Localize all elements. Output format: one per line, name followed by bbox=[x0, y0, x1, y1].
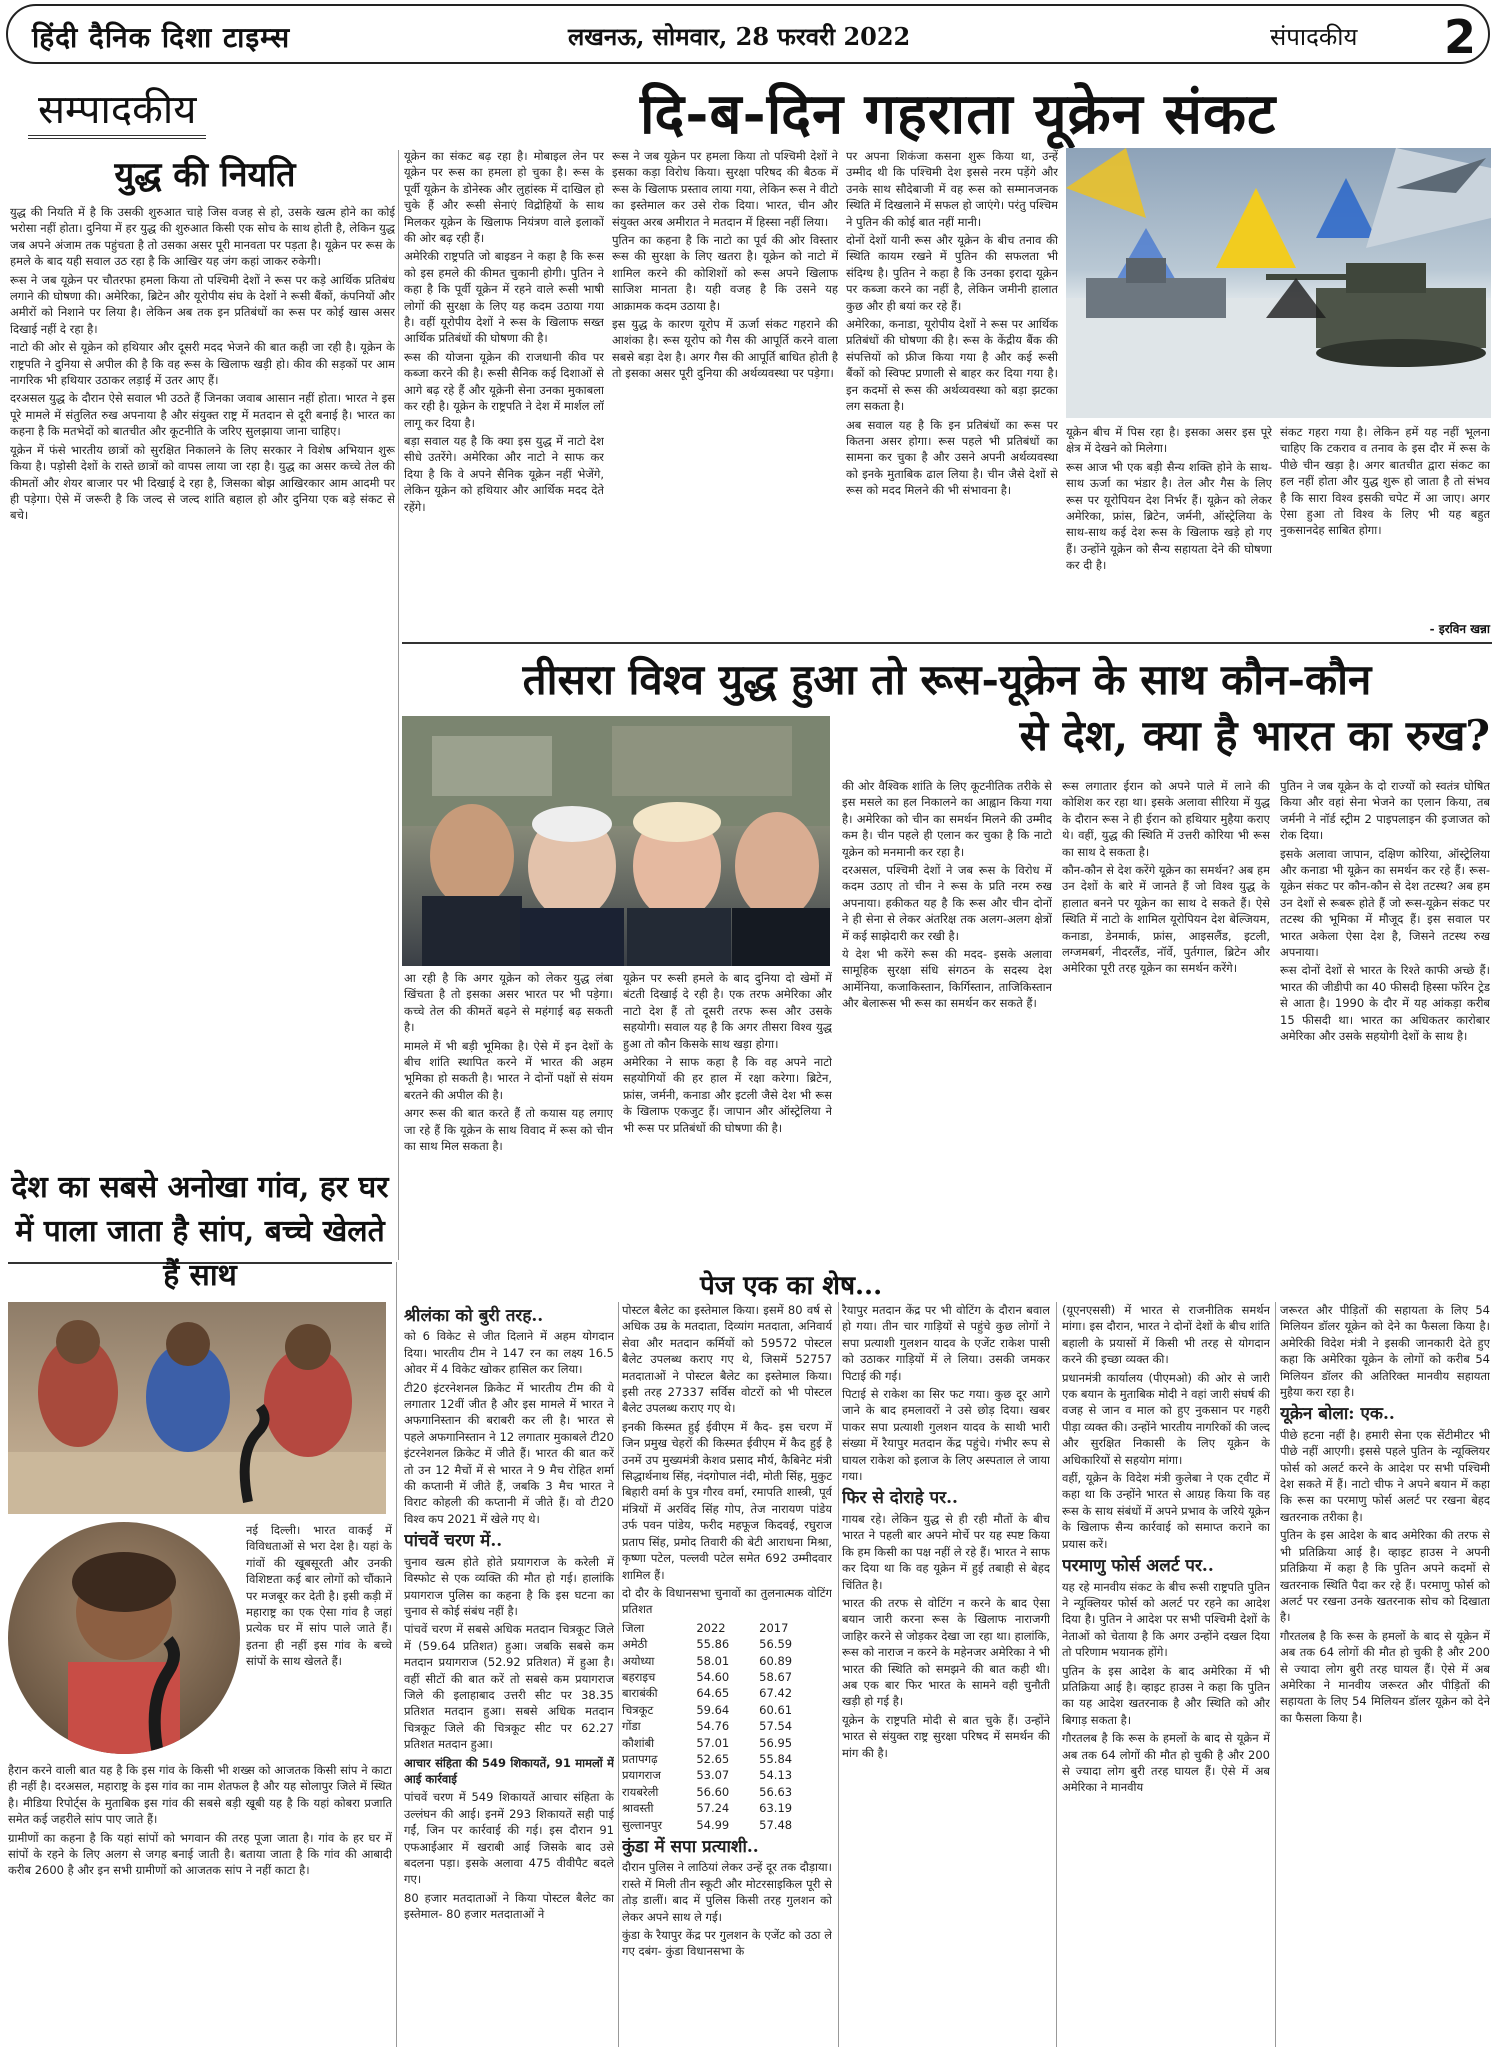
table-cell: 55.84 bbox=[759, 1751, 793, 1766]
paragraph: संकट गहरा गया है। लेकिन हमें यह नहीं भूलना चाहिए कि टकराव व तनाव के इस दौर में रूस के पीछे चीन खड़ा है। अगर बातचीत द्वारा संकट का हल नहीं होता और युद्ध शुरू हो जाता है तो संभव है कि सारा विश्व इसकी चपेट में आ जाए। अगर ऐसा हुआ तो विश्व के लिए भी यह बहुत नुकसानदेह साबित होगा। bbox=[1280, 425, 1490, 538]
paragraph: नाटो की ओर से यूक्रेन को हथियार और दूसरी मदद भेजने की बात कही जा रही है। यूक्रेन के राष्ट्रपति ने दुनिया से अपील की है कि वह रूस के खिलाफ खड़ी हो। कीव की सड़कों पर आम नागरिक भी हथियार उठाकर लड़ाई में उतर आए हैं। bbox=[10, 340, 395, 388]
table-cell: 59.64 bbox=[696, 1702, 730, 1717]
main-headline: दि-ब-दिन गहराता यूक्रेन संकट bbox=[640, 81, 1277, 147]
table-cell: 52.65 bbox=[696, 1751, 730, 1766]
editorial-body bbox=[10, 204, 395, 1254]
section-name: संपादकीय bbox=[1270, 23, 1358, 51]
table-row bbox=[622, 1669, 822, 1685]
table-cell: 56.60 bbox=[696, 1784, 730, 1799]
issue-date: लखनऊ, सोमवार, 28 फरवरी 2022 bbox=[568, 22, 911, 51]
ukraine-article-col-1 bbox=[404, 148, 604, 638]
paragraph: अमेरिका, कनाडा, यूरोपीय देशों ने रूस पर आर्थिक प्रतिबंधों की घोषणा की है। रूस के केंद्रीय बैंक की संपत्तियों को फ्रीज किया गया है और कई रूसी बैंकों को स्विफ्ट प्रणाली से बाहर कर दिया गया है। इन कदमों से रूस की अर्थव्यवस्था को बड़ा झटका लग सकता है। bbox=[846, 317, 1058, 414]
ukraine-article-col-5 bbox=[1280, 424, 1490, 618]
paragraph: जरूरत और पीड़ितों की सहायता के लिए 54 मिलियन डॉलर यूक्रेन को देने का फैसला किया है। अमेरिकी विदेश मंत्री ने इसकी जानकारी देते हुए कहा कि अमेरिका यूक्रेन के लोगों को करीब 54 मिलियन डॉलर की अतिरिक्त मानवीय सहायता मुहैया करा रहा है। bbox=[1280, 1303, 1490, 1400]
paragraph: यूक्रेन का संकट बढ़ रहा है। मोबाइल लेन पर यूक्रेन पर रूस का हमला हो चुका है। रूस के पूर्वी यूक्रेन के डोनेस्क और लुहांस्क में दाखिल हो चुके हैं और रूसी सेनाएं विद्रोहियों के साथ मिलकर यूक्रेन के खिलाफ नियंत्रण वाले इलाकों की ओर बढ़ रही हैं। bbox=[404, 149, 604, 246]
kunda-headline: कुंडा में सपा प्रत्याशी.. bbox=[622, 1837, 759, 1857]
table-cell: बहराइच bbox=[622, 1669, 656, 1684]
table-header-row bbox=[622, 1620, 822, 1636]
editorial-label: सम्पादकीय bbox=[28, 80, 206, 139]
newspaper-name: हिंदी दैनिक दिशा टाइम्स bbox=[32, 21, 291, 54]
table-row bbox=[622, 1800, 822, 1816]
table-row bbox=[622, 1735, 822, 1751]
table-row bbox=[622, 1636, 822, 1652]
table-cell: 67.42 bbox=[759, 1686, 793, 1701]
paragraph: अमेरिका ने साफ कहा है कि वह अपने नाटो सहयोगियों की हर हाल में रक्षा करेगा। ब्रिटेन, फ्रांस, जर्मनी, कनाडा और इटली जैसे देश भी रूस के खिलाफ एकजुट हैं। जापान और ऑस्ट्रेलिया ने भी रूस पर प्रतिबंधों की घोषणा की है। bbox=[623, 1055, 832, 1135]
column-divider bbox=[618, 1302, 619, 2047]
un-column bbox=[1062, 1302, 1270, 2047]
paragraph: प्रधानमंत्री कार्यालय (पीएमओ) की ओर से जारी एक बयान के मुताबिक मोदी ने वहां जारी संघर्ष की वजह से जान व माल को हुए नुकसान पर गहरी पीड़ा व्यक्त की। उन्होंने भारतीय नागरिकों की जल्द और सुरक्षित निकासी के लिए यूक्रेन के अधिकारियों से सहयोग मांगा। bbox=[1062, 1370, 1270, 1467]
paragraph: पुतिन के इस आदेश के बाद अमेरिका में भी प्रतिक्रिया आई है। व्हाइट हाउस ने कहा कि पुतिन का यह आदेश खतरनाक है और स्थिति को और बिगाड़ सकता है। bbox=[1062, 1663, 1270, 1727]
ukraine-said-column bbox=[1280, 1302, 1490, 2047]
table-cell: श्रावस्ती bbox=[622, 1801, 654, 1816]
paragraph: भारत की तरफ से वोटिंग न करने के बाद ऐसा बयान जारी करना रूस के खिलाफ नाराजगी जाहिर करने से जोड़कर देखा जा रहा था। हालांकि, रूस को नाराज न करने के महेनजर अमेरिका ने भी भारत की स्थिति को समझने की बात कही थी। अब एक बार फिर भारत के सामने वही चुनौती खड़ी हो गई है। bbox=[842, 1595, 1050, 1709]
ukraine-article-col-3 bbox=[846, 148, 1058, 638]
paragraph: रूस की योजना यूक्रेन की राजधानी कीव पर कब्जा करने की है। रूसी सैनिक कई दिशाओं से आगे बढ़ रहे हैं और यूक्रेनी सेना उनका मुकाबला कर रही है। यूक्रेन के राष्ट्रपति ने देश में मार्शल लॉ लागू कर दिया है। bbox=[404, 349, 604, 430]
paragraph: रूस आज भी एक बड़ी सैन्य शक्ति होने के साथ-साथ ऊर्जा का भंडार है। तेल और गैस के लिए रूस पर यूरोपियन देश निर्भर हैं। यूक्रेन को लेकर अमेरिका, फ्रांस, ब्रिटेन, जर्मनी, ऑस्ट्रेलिया के साथ-साथ कई देश रूस के खिलाफ खड़े हो गए हैं। उन्होंने यूक्रेन को सैन्य सहायता देने की घोषणा कर दी है। bbox=[1066, 459, 1272, 573]
table-cell: कौशांबी bbox=[622, 1735, 655, 1750]
paragraph: रूस लगातार ईरान को अपने पाले में लाने की कोशिश कर रहा था। इसके अलावा सीरिया में युद्ध के दौरान रूस ने ही ईरान को हथियार मुहैया कराए थे। वहीं, युद्ध की स्थिति में उत्तरी कोरिया भी रूस का साथ दे सकता है। bbox=[1062, 779, 1270, 859]
paragraph: पर अपना शिकंजा कसना शुरू किया था, उन्हें उम्मीद थी कि पश्चिमी देश इससे नरम पड़ेंगे और उनके साथ सौदेबाजी में वह रूस को सम्मानजनक स्थिति में दिखलाने में सफल हो जाएंगे। परंतु पश्चिम ने पुतिन की कोई बात नहीं मानी। bbox=[846, 149, 1058, 229]
ukraine-war-photo bbox=[1066, 148, 1491, 418]
paragraph: ग्रामीणों का कहना है कि यहां सांपों को भगवान की तरह पूजा जाता है। गांव के हर घर में सांपों के रहने के लिए अलग से जगह बनाई जाती है। बताया जाता है कि गांव की आबादी करीब 2600 है और इन सभी ग्रामीणों को आजतक सांप ने नहीं काटा है। bbox=[8, 1830, 392, 1878]
fifth-phase-headline: पांचवें चरण में.. bbox=[404, 1531, 503, 1552]
paragraph: हैरान करने वाली बात यह है कि इस गांव के किसी भी शख्स को आजतक किसी सांप ने काटा ही नहीं है। दरअसल, महाराष्ट्र के इस गांव का नाम शेतफल है और यह सोलापुर जिले में स्थित है। मीडिया रिपोर्ट्स के मुताबिक इस गांव की सबसे बड़ी खूबी यह है कि यहां कोबरा प्रजाति समेत कई जहरीले सांप पाए जाते हैं। bbox=[8, 1763, 392, 1827]
voting-comparison-table bbox=[622, 1620, 822, 1833]
paragraph: दरअसल युद्ध के दौरान ऐसे सवाल भी उठते हैं जिनका जवाब आसान नहीं होता। भारत ने इस पूरे मामले में संतुलित रुख अपनाया है और संयुक्त राष्ट्र में मतदान से दूरी बनाई है। भारत का कहना है कि मतभेदों को बातचीत और कूटनीति के जरिए सुलझाया जाना चाहिए। bbox=[10, 391, 395, 439]
raiyapur-column bbox=[842, 1302, 1050, 2047]
paragraph: इसके अलावा जापान, दक्षिण कोरिया, ऑस्ट्रेलिया और कनाडा भी यूक्रेन का समर्थन कर रहे हैं। रूस-यूक्रेन संकट पर कौन-कौन से देश तटस्थ? अब हम उन देशों से रूबरू होते हैं जो रूस-यूक्रेन संकट पर तटस्थ की भूमिका में मौजूद हैं। इस सवाल पर भारत अकेला ऐसा देश है, जिसने तटस्थ रुख अपनाया। bbox=[1280, 846, 1490, 960]
snake-village-title: देश का सबसे अनोखा गांव, हर घर में पाला जाता है सांप, बच्चे खेलते हैं साथ bbox=[11, 1170, 389, 1293]
paragraph: आ रही है कि अगर यूक्रेन को लेकर युद्ध लंबा खिंचता है तो इसका असर भारत पर भी पड़ेगा। कच्चे तेल की कीमतें बढ़ने से महंगाई बढ़ सकती है। bbox=[404, 971, 613, 1035]
paragraph: पांचवें चरण में 549 शिकायतें आचार संहिता के उल्लंघन की आई। इनमें 293 शिकायतें सही पाई गईं, जिन पर कार्रवाई की गई। इस दौरान 91 एफआईआर में खराबी आई जिसके बाद उसे बदलना पड़ा। इसके अलावा 475 वीवीपैट बदले गए। bbox=[404, 1790, 614, 1887]
ukraine-article-col-4 bbox=[1066, 424, 1272, 638]
crossroads-headline: फिर से दोराहे पर.. bbox=[842, 1488, 958, 1509]
paragraph: रूस दोनों देशों से भारत के रिश्ते काफी अच्छे हैं। भारत की जीडीपी का 40 फीसदी हिस्सा फॉरेन ट्रेड से आता है। 1990 के दौर में यह आंकड़ा करीब 15 फीसदी था। भारत का अधिकतर कारोबार अमेरिका और उसके सहयोगी देशों के साथ है। bbox=[1280, 963, 1490, 1044]
paragraph: यूक्रेन में फंसे भारतीय छात्रों को सुरक्षित निकालने के लिए सरकार ने विशेष अभियान शुरू किया है। पड़ोसी देशों के रास्ते छात्रों को वापस लाया जा रहा है। युद्ध का असर कच्चे तेल की कीमतों और शेयर बाजार पर भी दिखाई दे रहा है, जिसका बोझ आखिरकार आम आदमी पर ही पड़ेगा। ऐसे में जरूरी है कि जल्द से जल्द शांति बहाल हो और दुनिया एक बड़े संकट से बचे। bbox=[10, 442, 395, 523]
ww3-article-col-right1 bbox=[1062, 778, 1270, 1258]
table-cell: 57.24 bbox=[696, 1801, 730, 1816]
paragraph: दौरान पुलिस ने लाठियां लेकर उन्हें दूर तक दौड़ाया। रास्ते में मिली तीन स्कूटी और मोटरसाइकिल पूरी से तोड़ डालीं। बाद में पुलिस किसी तरह गुलशन को लेकर अपने साथ ले गई। bbox=[622, 1860, 832, 1924]
paragraph: पीछे हटना नहीं है। हमारी सेना एक सेंटीमीटर भी पीछे नहीं आएगी। इससे पहले पुतिन के न्यूक्लियर फोर्स को अलर्ट करने के आदेश पर सभी पश्चिमी देश सकते में हैं। नाटो चीफ ने अपने बयान में कहा कि रूस का परमाणु फोर्स अलर्ट पर रखना बेहद खतरनाक तरीका है। bbox=[1280, 1427, 1490, 1524]
table-row bbox=[622, 1685, 822, 1701]
paragraph: बड़ा सवाल यह है कि क्या इस युद्ध में नाटो देश सीधे उतरेंगे। अमेरिका और नाटो ने साफ कर दिया है कि वे अपने सैनिक यूक्रेन नहीं भेजेंगे, लेकिन यूक्रेन को हथियार और आर्थिक मदद देते रहेंगे। bbox=[404, 433, 604, 514]
paragraph: यूक्रेन बीच में पिस रहा है। इसका असर इस पूरे क्षेत्र में देखने को मिलेगा। bbox=[1066, 425, 1272, 456]
paragraph: पोस्टल बैलेट का इस्तेमाल किया। इसमें 80 वर्ष से अधिक उम्र के मतदाता, दिव्यांग मतदाता, अनिवार्य सेवा और मतदान कर्मियों को 59572 पोस्टल बैलेट उपलब्ध कराए गए थे, जिसमें 52757 मतदाताओं ने पोस्टल बैलेट का इस्तेमाल किया। इसी तरह 27337 सर्विस वोटरों को भी पोस्टल बैलेट उपलब्ध कराए गए थे। bbox=[622, 1303, 832, 1416]
paragraph: यूक्रेन के राष्ट्रपति मोदी से बात चुके हैं। उन्होंने भारत से संयुक्त राष्ट्र सुरक्षा परिषद में समर्थन की मांग की है। bbox=[842, 1712, 1050, 1760]
paragraph: रूस ने जब यूक्रेन पर हमला किया तो पश्चिमी देशों ने इसका कड़ा विरोध किया। सुरक्षा परिषद की बैठक में रूस के खिलाफ प्रस्ताव लाया गया, लेकिन रूस ने वीटो का इस्तेमाल कर उसे रोक दिया। भारत, चीन और संयुक्त अरब अमीरात ने मतदान में हिस्सा नहीं लिया। bbox=[612, 149, 838, 229]
table-cell: 56.59 bbox=[759, 1637, 793, 1652]
ww3-article-bottom bbox=[404, 970, 832, 1260]
paragraph: दो दौर के विधानसभा चुनावों का तुलनात्मक वोटिंग प्रतिशत bbox=[622, 1585, 832, 1617]
table-row bbox=[622, 1653, 822, 1669]
table-cell: 54.76 bbox=[696, 1719, 730, 1734]
ukraine-article-col-2 bbox=[612, 148, 838, 638]
paragraph: यूक्रेन पर रूसी हमले के बाद दुनिया दो खेमों में बंटती दिखाई दे रही है। एक तरफ अमेरिका और नाटो देश हैं तो दूसरी तरफ रूस और उसके सहयोगी। सवाल यह है कि अगर तीसरा विश्व युद्ध हुआ तो कौन किसके साथ खड़ा होगा। bbox=[623, 971, 832, 1051]
ww3-article-col-mid bbox=[842, 778, 1052, 1258]
column-divider bbox=[838, 1302, 839, 2047]
girl-with-snake-photo bbox=[8, 1522, 240, 1754]
paragraph: चुनाव खत्म होते होते प्रयागराज के करेली में विस्फोट से एक व्यक्ति की मौत हो गई। हालांकि प्रयागराज पुलिस का कहना है कि इस घटना का चुनाव से कोई संबंध नहीं है। bbox=[404, 1554, 614, 1618]
table-header: 2022 bbox=[696, 1620, 726, 1635]
paragraph: ये देश भी करेंगे रूस की मदद- इसके अलावा सामूहिक सुरक्षा संधि संगठन के सदस्य देश आर्मेनिया, कजाकिस्तान, किर्गिस्तान, ताजिकिस्तान और बेलारूस भी रूस का समर्थन कर सकते हैं। bbox=[842, 947, 1052, 1011]
paragraph: गायब रहे। लेकिन युद्ध से ही रही मौतों के बीच भारत ने पहली बार अपने मोर्चे पर यह स्पष्ट किया कि हम किसी का पक्ष नहीं ले रहे हैं। भारत ने साफ कर दिया था कि वह यूक्रेन में हुई तबाही से बेहद चिंतित है। bbox=[842, 1511, 1050, 1592]
paragraph: गौरतलब है कि रूस के हमलों के बाद से यूक्रेन में अब तक 64 लोगों की मौत हो चुकी है और 200 से ज्यादा लोग बुरी तरह घायल हैं। ऐसे में अब अमेरिका ने मानवीय जरूरत और पीड़ितों की सहायता के लिए 54 मिलियन डॉलर यूक्रेन को देने का फैसला किया है। bbox=[1280, 1628, 1490, 1725]
table-cell: 57.48 bbox=[759, 1817, 793, 1832]
table-cell: सुल्तानपुर bbox=[622, 1817, 663, 1832]
table-cell: गोंडा bbox=[622, 1719, 641, 1734]
paragraph: मामले में भी बड़ी भूमिका है। ऐसे में इन देशों के बीच शांति स्थापित करने में भारत की अहम भूमिका हो सकती है। भारत ने दोनों पक्षों से संयम बरतने की अपील की है। bbox=[404, 1038, 613, 1102]
paragraph: की ओर वैश्विक शांति के लिए कूटनीतिक तरीके से इस मसले का हल निकालने का आह्वान किया गया है। अमेरिका को चीन का समर्थन मिलने की उम्मीद कम है। चीन पहले ही एलान कर चुका है कि नाटो यूक्रेन को मनमानी कर रहा है। bbox=[842, 779, 1052, 859]
table-cell: 55.86 bbox=[696, 1637, 730, 1652]
table-cell: 54.60 bbox=[696, 1669, 730, 1684]
paragraph: अगर रूस की बात करते हैं तो कयास यह लगाए जा रहे हैं कि यूक्रेन के साथ विवाद में रूस को चीन का साथ मिल सकता है। bbox=[404, 1106, 613, 1154]
table-cell: 60.89 bbox=[759, 1653, 793, 1668]
children-with-snake-photo bbox=[8, 1302, 386, 1514]
world-leaders-photo bbox=[402, 716, 830, 966]
table-cell: प्रतापगढ़ bbox=[622, 1751, 658, 1766]
table-header: 2017 bbox=[759, 1620, 789, 1635]
table-cell: अयोध्या bbox=[622, 1653, 655, 1668]
paragraph: युद्ध की नियति में है कि उसकी शुरुआत चाहे जिस वजह से हो, उसके खत्म होने का कोई भरोसा नहीं होता। दुनिया में हर युद्ध की शुरुआत किसी एक सोच के साथ होती है, लेकिन युद्ध जब अपने अंजाम तक पहुंचता है तो उसका असर पूरी मानवता पर पड़ता है। यूक्रेन पर रूस के हमले के बाद यही सवाल उठ रहा है कि आखिर यह जंग कहां जाकर रुकेगी। bbox=[10, 205, 395, 269]
paragraph: अब सवाल यह है कि इन प्रतिबंधों का रूस पर कितना असर होगा। रूस पहले भी प्रतिबंधों का सामना कर चुका है और उसने अपनी अर्थव्यवस्था को इनके मुताबिक ढाल लिया है। चीन जैसे देशों से रूस को मदद मिलने की भी संभावना है। bbox=[846, 417, 1058, 498]
table-cell: 58.67 bbox=[759, 1669, 793, 1684]
ww3-headline-line2: से देश, क्या है भारत का रुख? bbox=[1019, 711, 1490, 760]
table-cell: 60.61 bbox=[759, 1702, 793, 1717]
paragraph: कौन-कौन से देश करेंगे यूक्रेन का समर्थन? अब हम उन देशों के बारे में जानते हैं जो विश्व युद्ध के हालात बनने पर यूक्रेन का साथ दे सकते हैं। ऐसे स्थिति में नाटो के शामिल यूरोपियन देश बेल्जियम, कनाडा, डेनमार्क, फ्रांस, आइसलैंड, इटली, लग्जमबर्ग, नीदरलैंड, नॉर्वे, पुर्तगाल, ब्रिटेन और अमेरिका पूरी तरह यूक्रेन का समर्थन करेंगे। bbox=[1062, 863, 1270, 976]
table-cell: बाराबंकी bbox=[622, 1686, 658, 1701]
paragraph: 80 हजार मतदाताओं ने किया पोस्टल बैलेट का इस्तेमाल- 80 हजार मतदाताओं ने bbox=[404, 1890, 614, 1922]
paragraph: गौरतलब है कि रूस के हमलों के बाद से यूक्रेन में अब तक 64 लोगों की मौत हो चुकी है और 200 से ज्यादा लोग बुरी तरह घायल हैं। ऐसे में अब अमेरिका ने मानवीय bbox=[1062, 1731, 1270, 1795]
nuclear-alert-headline: परमाणु फोर्स अलर्ट पर.. bbox=[1062, 1556, 1214, 1577]
ww3-headline-line1: तीसरा विश्व युद्ध हुआ तो रूस-यूक्रेन के साथ कौन-कौन bbox=[522, 655, 1372, 704]
table-cell: 56.95 bbox=[759, 1735, 793, 1750]
table-row bbox=[622, 1817, 822, 1833]
column-divider bbox=[1056, 1302, 1057, 2047]
postal-column bbox=[622, 1302, 832, 2047]
paragraph: इस युद्ध के कारण यूरोप में ऊर्जा संकट गहराने की आशंका है। रूस यूरोप को गैस की आपूर्ति करने वाला सबसे बड़ा देश है। अगर गैस की आपूर्ति बाधित होती है तो इसका असर पूरी दुनिया की अर्थव्यवस्था पर पड़ेगा। bbox=[612, 317, 838, 381]
ww3-article-col-right2 bbox=[1280, 778, 1490, 1258]
paragraph: पुतिन के इस आदेश के बाद अमेरिका की तरफ से भी प्रतिक्रिया आई है। व्हाइट हाउस ने अपनी प्रतिक्रिया में कहा है कि पुतिन अपने कदमों से खतरनाक स्थिति पैदा कर रहे हैं। परमाणु फोर्स को अलर्ट पर रखना उनके खतरनाक सोच को दिखाता है। bbox=[1280, 1528, 1490, 1625]
table-cell: 56.63 bbox=[759, 1784, 793, 1799]
page-number: 2 bbox=[1444, 10, 1477, 64]
paragraph: वहीं, यूक्रेन के विदेश मंत्री कुलेबा ने एक ट्वीट में कहा था कि उन्होंने भारत से आग्रह किया कि वह रूस के साथ संबंधों में अपने प्रभाव के जरिये यूक्रेन के खिलाफ सैन्य कार्रवाई को समाप्त कराने का प्रयास करें। bbox=[1062, 1471, 1270, 1551]
paragraph: नई दिल्ली। भारत वाकई में विविधताओं से भरा देश है। यहां के गांवों की खूबसूरती और उनकी विशिष्टता कई बार लोगों को चौंकाने पर मजबूर कर देती है। इसी कड़ी में महाराष्ट्र का एक ऐसा गांव है जहां प्रत्येक घर में सांप पाले जाते हैं। इतना ही नहीं इस गांव के बच्चे सांपों के साथ खेलते हैं। bbox=[246, 1523, 392, 1669]
table-cell: 54.13 bbox=[759, 1768, 793, 1783]
table-cell: 53.07 bbox=[696, 1768, 730, 1783]
table-cell: 58.01 bbox=[696, 1653, 730, 1668]
continued-label: पेज एक का शेष... bbox=[700, 1271, 883, 1301]
table-row bbox=[622, 1702, 822, 1718]
snake-article-body bbox=[8, 1762, 392, 2047]
byline: - इरविन खन्ना bbox=[1429, 622, 1490, 636]
table-cell: 57.54 bbox=[759, 1719, 793, 1734]
table-cell: 54.99 bbox=[696, 1817, 730, 1832]
paragraph: दरअसल, पश्चिमी देशों ने जब रूस के विरोध में कदम उठाए तो चीन ने रूस के प्रति नरम रुख अपनाया। हकीकत यह है कि रूस और चीन दोनों ने ही सेना से लेकर अंतरिक्ष तक अलग-अलग क्षेत्रों में कई साझेदारी कर रखी है। bbox=[842, 863, 1052, 943]
paragraph: इनकी किस्मत हुई ईवीएम में कैद- इस चरण में जिन प्रमुख चेहरों की किस्मत ईवीएम में कैद हुई है उनमें उप मुख्यमंत्री केशव प्रसाद मौर्य, कैबिनेट मंत्री सिद्धार्थनाथ सिंह, नंदगोपाल नंदी, मोती सिंह, मुकुट बिहारी वर्मा के पुत्र गौरव वर्मा, रमापति शास्त्री, पूर्व मंत्रियों में अरविंद सिंह गोप, तेज नारायण पांडेय उर्फ पवन पांडेय, फरीद महफूज किदवई, रघुराज प्रताप सिंह, प्रमोद तिवारी की बेटी आराधना मिश्रा, कृष्णा पटेल, पल्लवी पटेल समेत 692 उम्मीदवार शामिल हैं। bbox=[622, 1419, 832, 1582]
paragraph: पुतिन ने जब यूक्रेन के दो राज्यों को स्वतंत्र घोषित किया और वहां सेना भेजने का एलान किया, तब जर्मनी ने नॉर्ड स्ट्रीम 2 पाइपलाइन की इजाजत को रोक दिया। bbox=[1280, 779, 1490, 843]
paragraph: पांचवें चरण में सबसे अधिक मतदान चित्रकूट जिले में (59.64 प्रतिशत) हुआ। जबकि सबसे कम मतदान प्रयागराज (52.92 प्रतिशत) में हुआ है। वहीं सीटों की बात करें तो सबसे कम प्रयागराज जिले की इलाहाबाद उत्तरी सीट पर 38.35 प्रतिशत मतदान हुआ। सबसे अधिक मतदान चित्रकूट जिले की चित्रकूट सीट पर 62.27 प्रतिशत मतदान हुआ। bbox=[404, 1622, 614, 1752]
section-rule bbox=[402, 642, 1492, 644]
paragraph: दोनों देशों यानी रूस और यूक्रेन के बीच तनाव की स्थिति कायम रखने में पुतिन की सफलता भी संदिग्ध है। पुतिन ने कहा है कि उनका इरादा यूक्रेन पर कब्जा करने का नहीं है, लेकिन जमीनी हालात कुछ और ही बयां कर रहे हैं। bbox=[846, 233, 1058, 313]
table-header: जिला bbox=[622, 1620, 645, 1635]
table-cell: 64.65 bbox=[696, 1686, 730, 1701]
table-row bbox=[622, 1767, 822, 1783]
column-divider bbox=[398, 150, 399, 1260]
war-illustration bbox=[1066, 148, 1491, 418]
snake-article-intro bbox=[246, 1522, 392, 1760]
srilanka-column bbox=[404, 1302, 614, 2047]
paragraph: पिटाई से राकेश का सिर फट गया। कुछ दूर आगे जाने के बाद हमलावरों ने उसे छोड़ दिया। खबर पाकर सपा प्रत्याशी गुलशन यादव के साथी भारी संख्या में रैयापुर मतदान केंद्र पहुंचे। गंभीर रूप से घायल राकेश को इलाज के लिए अस्पताल ले जाया गया। bbox=[842, 1387, 1050, 1484]
paragraph: पुतिन का कहना है कि नाटो का पूर्व की ओर विस्तार रूस की सुरक्षा के लिए खतरा है। यूक्रेन को नाटो में शामिल करने की कोशिशों को रूस अपने खिलाफ साजिश मानता है। यही वजह है कि उसने यह आक्रामक कदम उठाया है। bbox=[612, 233, 838, 313]
table-row bbox=[622, 1751, 822, 1767]
paragraph: रैयापुर मतदान केंद्र पर भी वोटिंग के दौरान बवाल हो गया। तीन चार गाड़ियों से पहुंचे कुछ लोगों ने सपा प्रत्याशी गुलशन यादव के एजेंट राकेश पासी को उठाकर गाड़ियों में ले लिया। उसकी जमकर पिटाई की गई। bbox=[842, 1303, 1050, 1383]
paragraph: (यूएनएससी) में भारत से राजनीतिक समर्थन मांगा। इस दौरान, भारत ने दोनों देशों के बीच शांति बहाली के प्रयासों में किसी भी तरह से योगदान करने की इच्छा व्यक्त की। bbox=[1062, 1303, 1270, 1367]
table-cell: अमेठी bbox=[622, 1637, 648, 1652]
table-cell: प्रयागराज bbox=[622, 1768, 661, 1783]
table-cell: रायबरेली bbox=[622, 1784, 659, 1799]
masthead bbox=[6, 4, 1490, 64]
paragraph: अमेरिकी राष्ट्रपति जो बाइडन ने कहा है कि रूस को इस हमले की कीमत चुकानी होगी। पुतिन ने कहा है कि पूर्वी यूक्रेन में रहने वाले रूसी भाषी लोगों की सुरक्षा के लिए यह कदम उठाया गया है। वहीं यूरोपीय देशों ने रूस के खिलाफ सख्त आर्थिक प्रतिबंधों की घोषणा की है। bbox=[404, 249, 604, 346]
srilanka-headline: श्रीलंका को बुरी तरह.. bbox=[404, 1306, 544, 1326]
paragraph: को 6 विकेट से जीत दिलाने में अहम योगदान दिया। भारतीय टीम ने 147 रन का लक्ष्य 16.5 ओवर में 4 विकेट खोकर हासिल कर लिया। bbox=[404, 1329, 614, 1377]
paragraph: यह रहे मानवीय संकट के बीच रूसी राष्ट्रपति पुतिन ने न्यूक्लियर फोर्स को अलर्ट पर रहने का आदेश दिया है। पुतिन ने आदेश पर सभी पश्चिमी देशों के नेताओं को चेताया है कि अगर उन्होंने दखल दिया तो परिणाम भयानक होंगे। bbox=[1062, 1579, 1270, 1660]
paragraph: रूस ने जब यूक्रेन पर चौतरफा हमला किया तो पश्चिमी देशों ने रूस पर कड़े आर्थिक प्रतिबंध लगाने की घोषणा की। अमेरिका, ब्रिटेन और यूरोपीय संघ के देशों ने रूसी बैंकों, कंपनियों और अमीरों को निशाने पर लिया है। लेकिन अब तक इन प्रतिबंधों का रूस पर कोई खास असर दिखाई नहीं दे रहा है। bbox=[10, 272, 395, 336]
leaders-illustration bbox=[402, 716, 830, 966]
editorial-title: युद्ध की नियति bbox=[114, 155, 296, 195]
girl-illustration bbox=[8, 1522, 240, 1754]
table-row bbox=[622, 1784, 822, 1800]
paragraph: टी20 इंटरनेशनल क्रिकेट में भारतीय टीम की ये लगातार 12वीं जीत है और इस मामले में भारत ने अफगानिस्तान की बराबरी कर ली है। भारत से पहले अफगानिस्तान ने 12 लगातार मुकाबले टी20 इंटरनेशनल क्रिकेट में जीते हैं। भारत की बात करें तो उन 12 मैचों में से भारत ने 9 मैच रोहित शर्मा की कप्तानी में जीते हैं, जबकि 3 मैच भारत ने विराट कोहली की कप्तानी में जीते हैं। वो टी20 विश्व कप 2021 में खेले गए थे। bbox=[404, 1380, 614, 1526]
table-cell: 57.01 bbox=[696, 1735, 730, 1750]
table-row bbox=[622, 1718, 822, 1734]
paragraph: कुंडा के रैयापुर केंद्र पर गुलशन के एजेंट को उठा ले गए दबंग- कुंडा विधानसभा के bbox=[622, 1928, 832, 1959]
column-divider bbox=[396, 1262, 397, 2047]
ukraine-said-headline: यूक्रेन बोला: एक.. bbox=[1280, 1404, 1395, 1425]
table-cell: 63.19 bbox=[759, 1801, 793, 1816]
snake-illustration bbox=[8, 1302, 386, 1514]
column-divider bbox=[1275, 1302, 1276, 2047]
table-cell: चित्रकूट bbox=[622, 1702, 654, 1717]
paragraph: आचार संहिता की 549 शिकायतें, 91 मामलों में आई कार्रवाई bbox=[404, 1755, 614, 1786]
